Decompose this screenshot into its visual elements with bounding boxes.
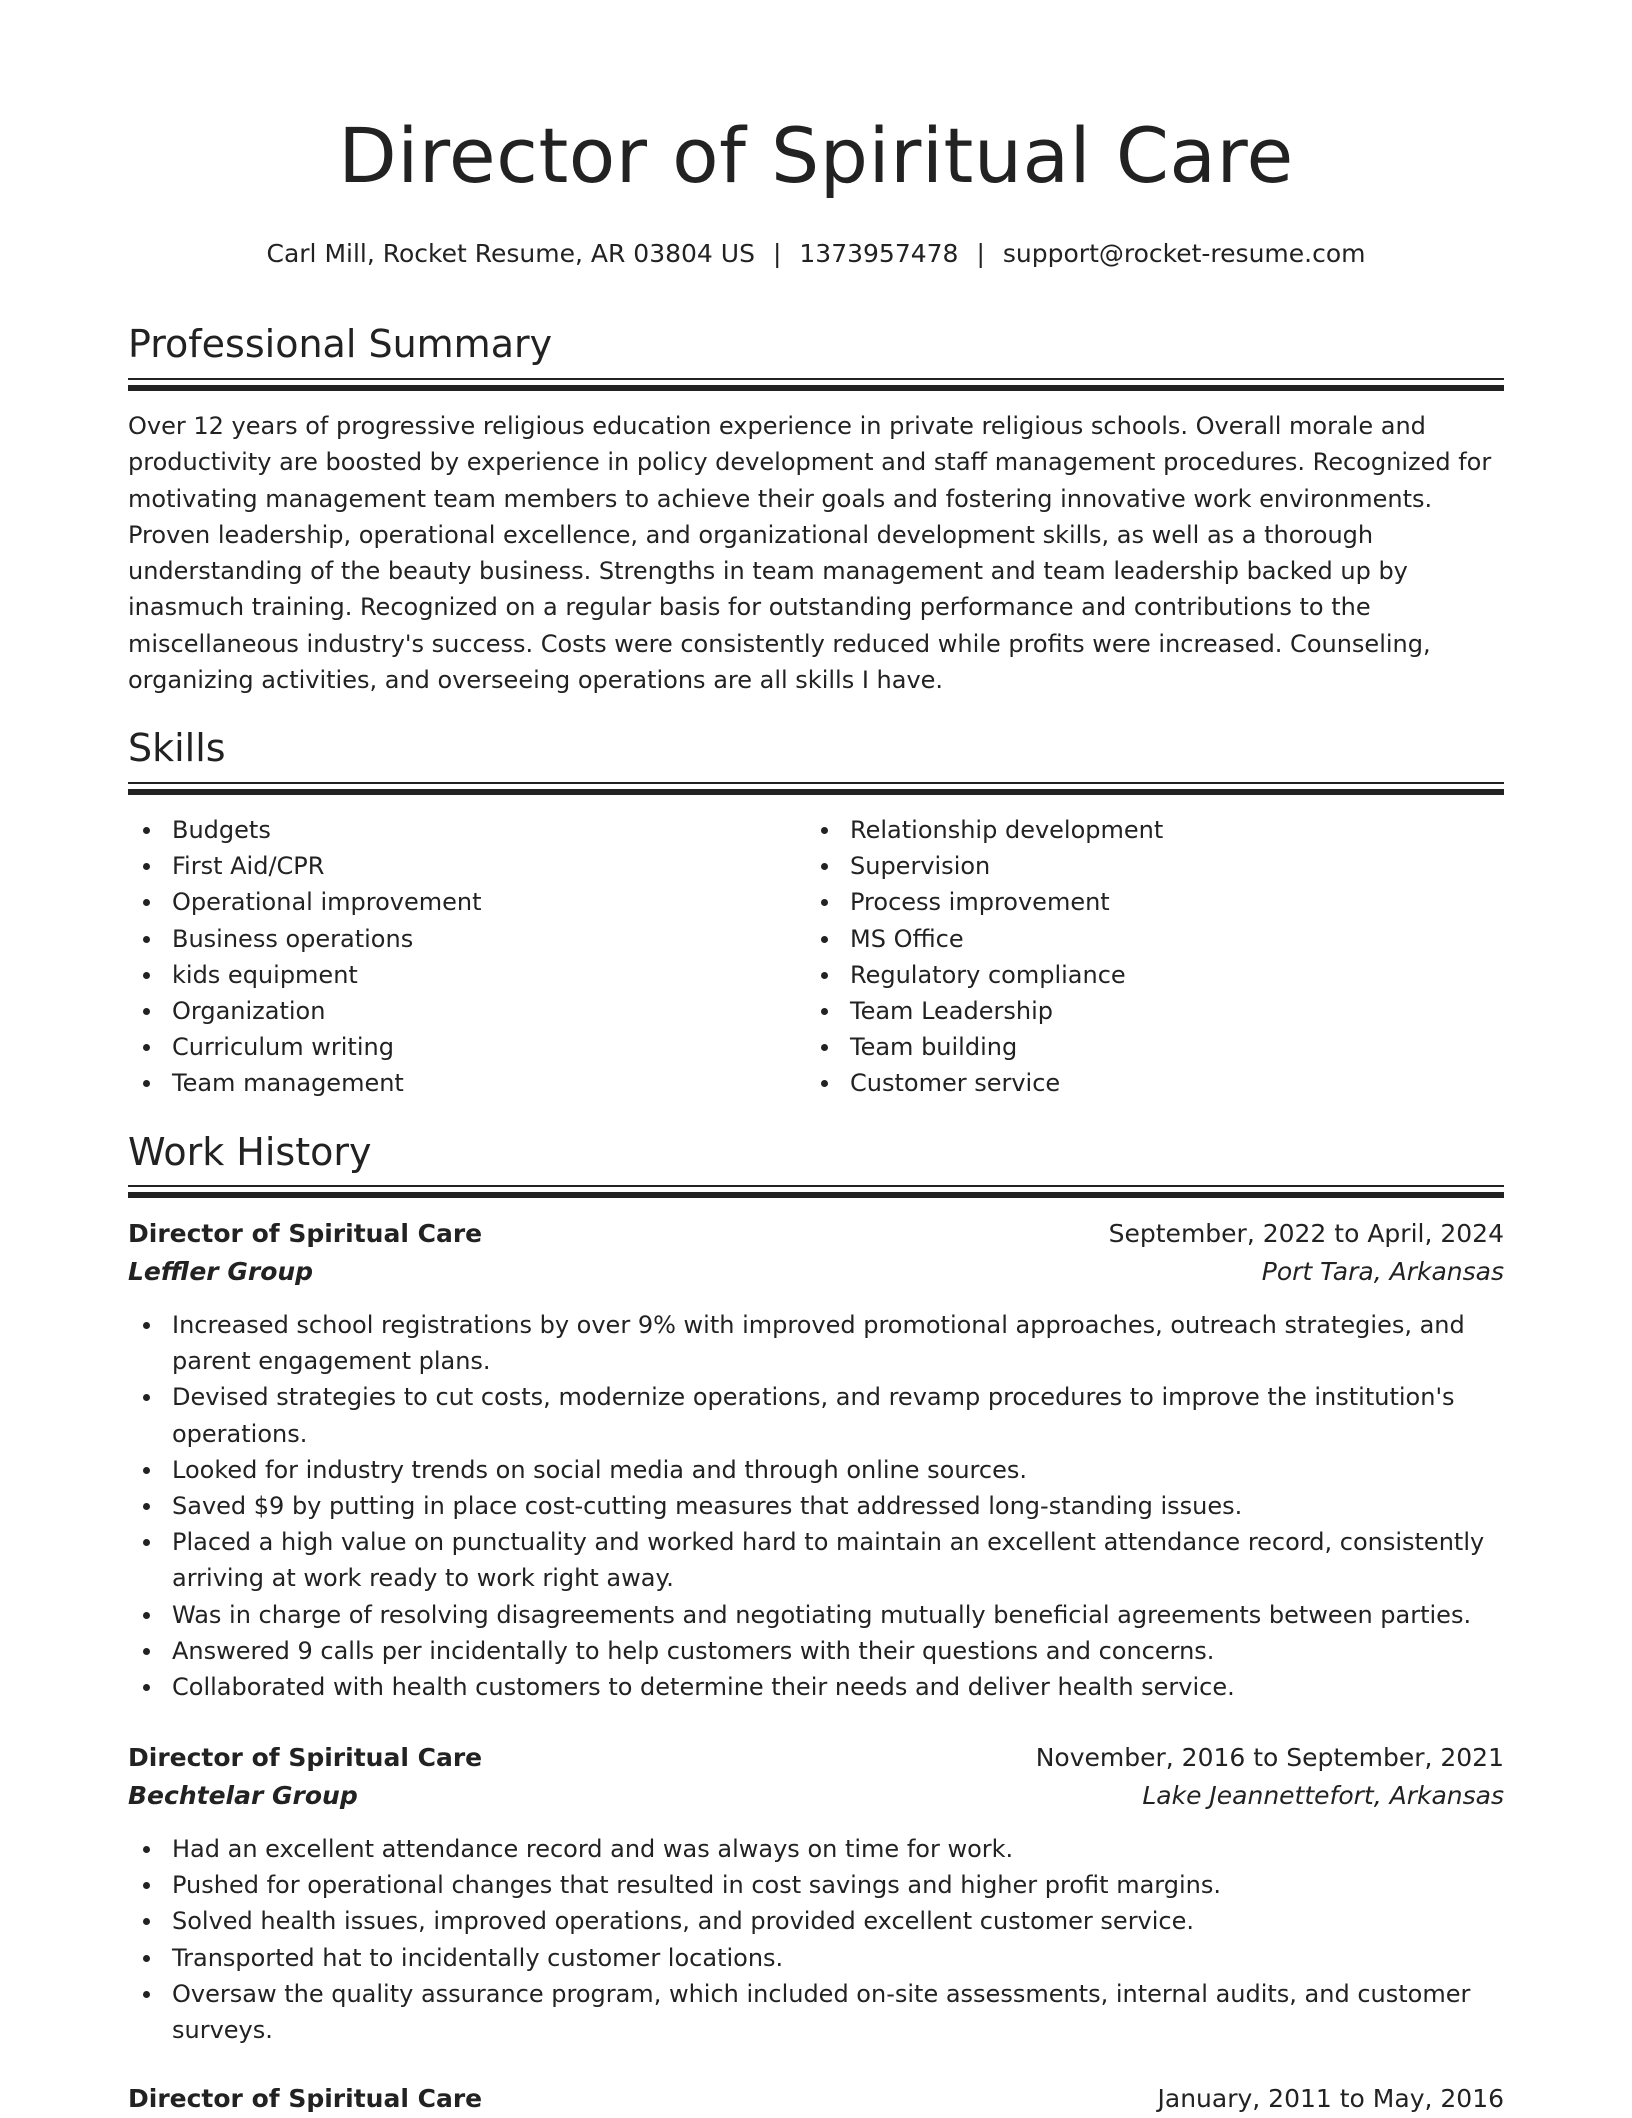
list-item-text: Had an excellent attendance record and was always on time for work. — [172, 1835, 1014, 1863]
bullet-icon — [143, 936, 150, 943]
skill-item — [128, 812, 728, 848]
skills-column-2 — [806, 812, 1406, 1102]
job-bullet — [128, 1903, 1504, 1939]
list-item-text: Increased school registrations by over 9% with improved promotional approaches, outreach strategies, and parent engagement plans. — [172, 1311, 1465, 1376]
job-bullet — [128, 1524, 1504, 1596]
skill-item — [128, 957, 728, 993]
bullet-icon — [143, 1612, 150, 1619]
job-bullet — [128, 1976, 1504, 2048]
job-title: Director of Spiritual Care — [128, 2084, 483, 2113]
list-item-text: Budgets — [172, 816, 271, 844]
section-divider — [128, 789, 1504, 795]
list-item-text: Looked for industry trends on social media and through online sources. — [172, 1455, 1027, 1484]
skill-item — [806, 957, 1406, 993]
skill-item — [128, 848, 728, 884]
bullet-icon — [143, 1918, 150, 1925]
list-item-text: Was in charge of resolving disagreements and negotiating mutually beneficial agreements between parties. — [172, 1600, 1472, 1629]
job-bullet — [128, 1831, 1504, 1867]
list-item-text: Operational improvement — [172, 888, 482, 917]
contact-address: Carl Mill, Rocket Resume, AR 03804 US — [266, 239, 755, 268]
job-entry — [128, 1215, 1504, 1705]
bullet-icon — [143, 1008, 150, 1015]
contact-separator: | — [976, 239, 985, 268]
section-divider — [128, 385, 1504, 391]
job-bullet — [128, 1597, 1504, 1633]
job-bullet — [128, 1669, 1504, 1705]
section-divider — [128, 1185, 1504, 1187]
job-location: Lake Jeannettefort, Arkansas — [1142, 1781, 1504, 1810]
work-history-section-header — [128, 1130, 1504, 1174]
bullet-icon — [143, 1684, 150, 1691]
bullet-icon — [821, 936, 828, 943]
skill-item — [128, 921, 728, 957]
skill-item — [128, 884, 728, 920]
list-item-text: Oversaw the quality assurance program, which included on-site assessments, internal audits, and customer surveys. — [172, 1979, 1471, 2045]
bullet-icon — [821, 1080, 828, 1087]
job-bullet — [128, 1307, 1504, 1379]
list-item-text: Customer service — [850, 1069, 1061, 1098]
bullet-icon — [143, 1044, 150, 1051]
job-bullet — [128, 1633, 1504, 1669]
list-item-text: Team Leadership — [850, 996, 1053, 1025]
job-bullet — [128, 1379, 1504, 1451]
list-item-text: kids equipment — [172, 960, 358, 989]
bullet-icon — [143, 899, 150, 906]
list-item-text: Collaborated with health customers to determine their needs and deliver health service. — [172, 1673, 1235, 1702]
skill-item — [806, 1029, 1406, 1065]
section-divider — [128, 378, 1504, 380]
skills-heading: Skills — [128, 726, 226, 770]
list-item-text: Regulatory compliance — [850, 960, 1126, 989]
page-title: Director of Spiritual Care — [338, 111, 1294, 200]
list-item-text: Business operations — [172, 924, 414, 953]
bullet-icon — [143, 972, 150, 979]
bullet-icon — [821, 972, 828, 979]
list-item-text: Saved $9 by putting in place cost-cutting measures that addressed long-standing issues. — [172, 1492, 1243, 1521]
bullet-icon — [143, 1846, 150, 1853]
job-header-row — [128, 1215, 1504, 1253]
bullet-icon — [143, 1955, 150, 1962]
contact-separator: | — [772, 239, 782, 268]
job-bullet — [128, 1452, 1504, 1488]
job-title: Director of Spiritual Care — [128, 1219, 483, 1248]
summary-section-header — [128, 322, 1504, 366]
bullet-icon — [143, 863, 150, 870]
list-item-text: Placed a high value on punctuality and worked hard to maintain an excellent attendance record, consistently arriving at work ready to work right away. — [172, 1528, 1485, 1593]
list-item-text: Transported hat to incidentally customer locations. — [172, 1943, 784, 1972]
bullet-icon — [143, 827, 150, 834]
bullet-icon — [143, 1322, 150, 1329]
list-item-text: Devised strategies to cut costs, modernize operations, and revamp procedures to improve the institution's operations. — [172, 1383, 1455, 1448]
list-item-text: Team management — [172, 1069, 404, 1098]
bullet-icon — [143, 1080, 150, 1087]
bullet-icon — [143, 1394, 150, 1401]
job-bullet — [128, 1488, 1504, 1524]
job-dates: January, 2011 to May, 2016 — [1157, 2084, 1504, 2113]
job-company-row — [128, 1253, 1504, 1291]
bullet-icon — [821, 1008, 828, 1015]
job-company: Leffler Group — [128, 1257, 314, 1286]
job-entry — [128, 2080, 1504, 2118]
contact-line — [128, 241, 1504, 266]
list-item-text: Answered 9 calls per incidentally to help customers with their questions and concerns. — [172, 1636, 1215, 1665]
contact-phone: 1373957478 — [799, 239, 959, 268]
job-header-row — [128, 1739, 1504, 1777]
section-divider — [128, 782, 1504, 784]
job-entry — [128, 1739, 1504, 2048]
summary-heading: Professional Summary — [128, 322, 553, 366]
skills-section-header — [128, 726, 1504, 770]
job-dates: November, 2016 to September, 2021 — [1035, 1743, 1504, 1772]
bullet-icon — [821, 827, 828, 834]
skill-item — [128, 1065, 728, 1101]
job-header-row — [128, 2080, 1504, 2118]
job-bullet — [128, 1940, 1504, 1976]
skill-item — [806, 848, 1406, 884]
skill-item — [128, 1029, 728, 1065]
skill-item — [806, 993, 1406, 1029]
bullet-icon — [143, 1882, 150, 1889]
bullet-icon — [821, 1044, 828, 1051]
job-company-row — [128, 1777, 1504, 1815]
list-item-text: Team building — [850, 1033, 1018, 1062]
skill-item — [806, 812, 1406, 848]
skill-item — [806, 1065, 1406, 1101]
contact-email: support@rocket-resume.com — [1002, 239, 1366, 268]
summary-text: Over 12 years of progressive religious education experience in private religious schools. Overall morale and productivity are boosted by experience in policy development and staff management procedures. Recognized for motivating management team members to achieve their goals and fostering innovative work environments. Proven leadership, operational excellence, and organizational development skills, as well as a thorough understanding of the beauty business. Strengths in team management and team leadership backed up by inasmuch training. Recognized on a regular basis for outstanding performance and contributions to the miscellaneous industry's success. Costs were consistently reduced while profits were increased. Counseling, organizing activities, and overseeing operations are all skills I have. — [128, 412, 1492, 695]
list-item-text: First Aid/CPR — [172, 852, 325, 881]
section-divider — [128, 1192, 1504, 1198]
bullet-icon — [821, 863, 828, 870]
list-item-text: Pushed for operational changes that resulted in cost savings and higher profit margins. — [172, 1871, 1221, 1900]
job-dates: September, 2022 to April, 2024 — [1108, 1219, 1504, 1248]
bullet-icon — [821, 899, 828, 906]
list-item-text: Solved health issues, improved operations, and provided excellent customer service. — [172, 1907, 1195, 1936]
list-item-text: Organization — [172, 996, 326, 1025]
bullet-icon — [143, 1503, 150, 1510]
skill-item — [128, 993, 728, 1029]
skills-column-1 — [128, 812, 728, 1102]
bullet-icon — [143, 1467, 150, 1474]
work-history-heading: Work History — [128, 1130, 372, 1174]
bullet-icon — [143, 1991, 150, 1998]
job-responsibilities — [128, 1831, 1504, 2048]
list-item-text: MS Office — [850, 924, 964, 953]
job-company: Bechtelar Group — [128, 1781, 358, 1810]
skill-item — [806, 884, 1406, 920]
skill-item — [806, 921, 1406, 957]
list-item-text: Relationship development — [850, 816, 1164, 844]
bullet-icon — [143, 1539, 150, 1546]
job-location: Port Tara, Arkansas — [1261, 1257, 1504, 1286]
job-title: Director of Spiritual Care — [128, 1743, 483, 1772]
list-item-text: Supervision — [850, 852, 991, 881]
list-item-text: Process improvement — [850, 888, 1110, 917]
job-bullet — [128, 1867, 1504, 1903]
bullet-icon — [143, 1648, 150, 1655]
job-responsibilities — [128, 1307, 1504, 1705]
list-item-text: Curriculum writing — [172, 1033, 394, 1062]
